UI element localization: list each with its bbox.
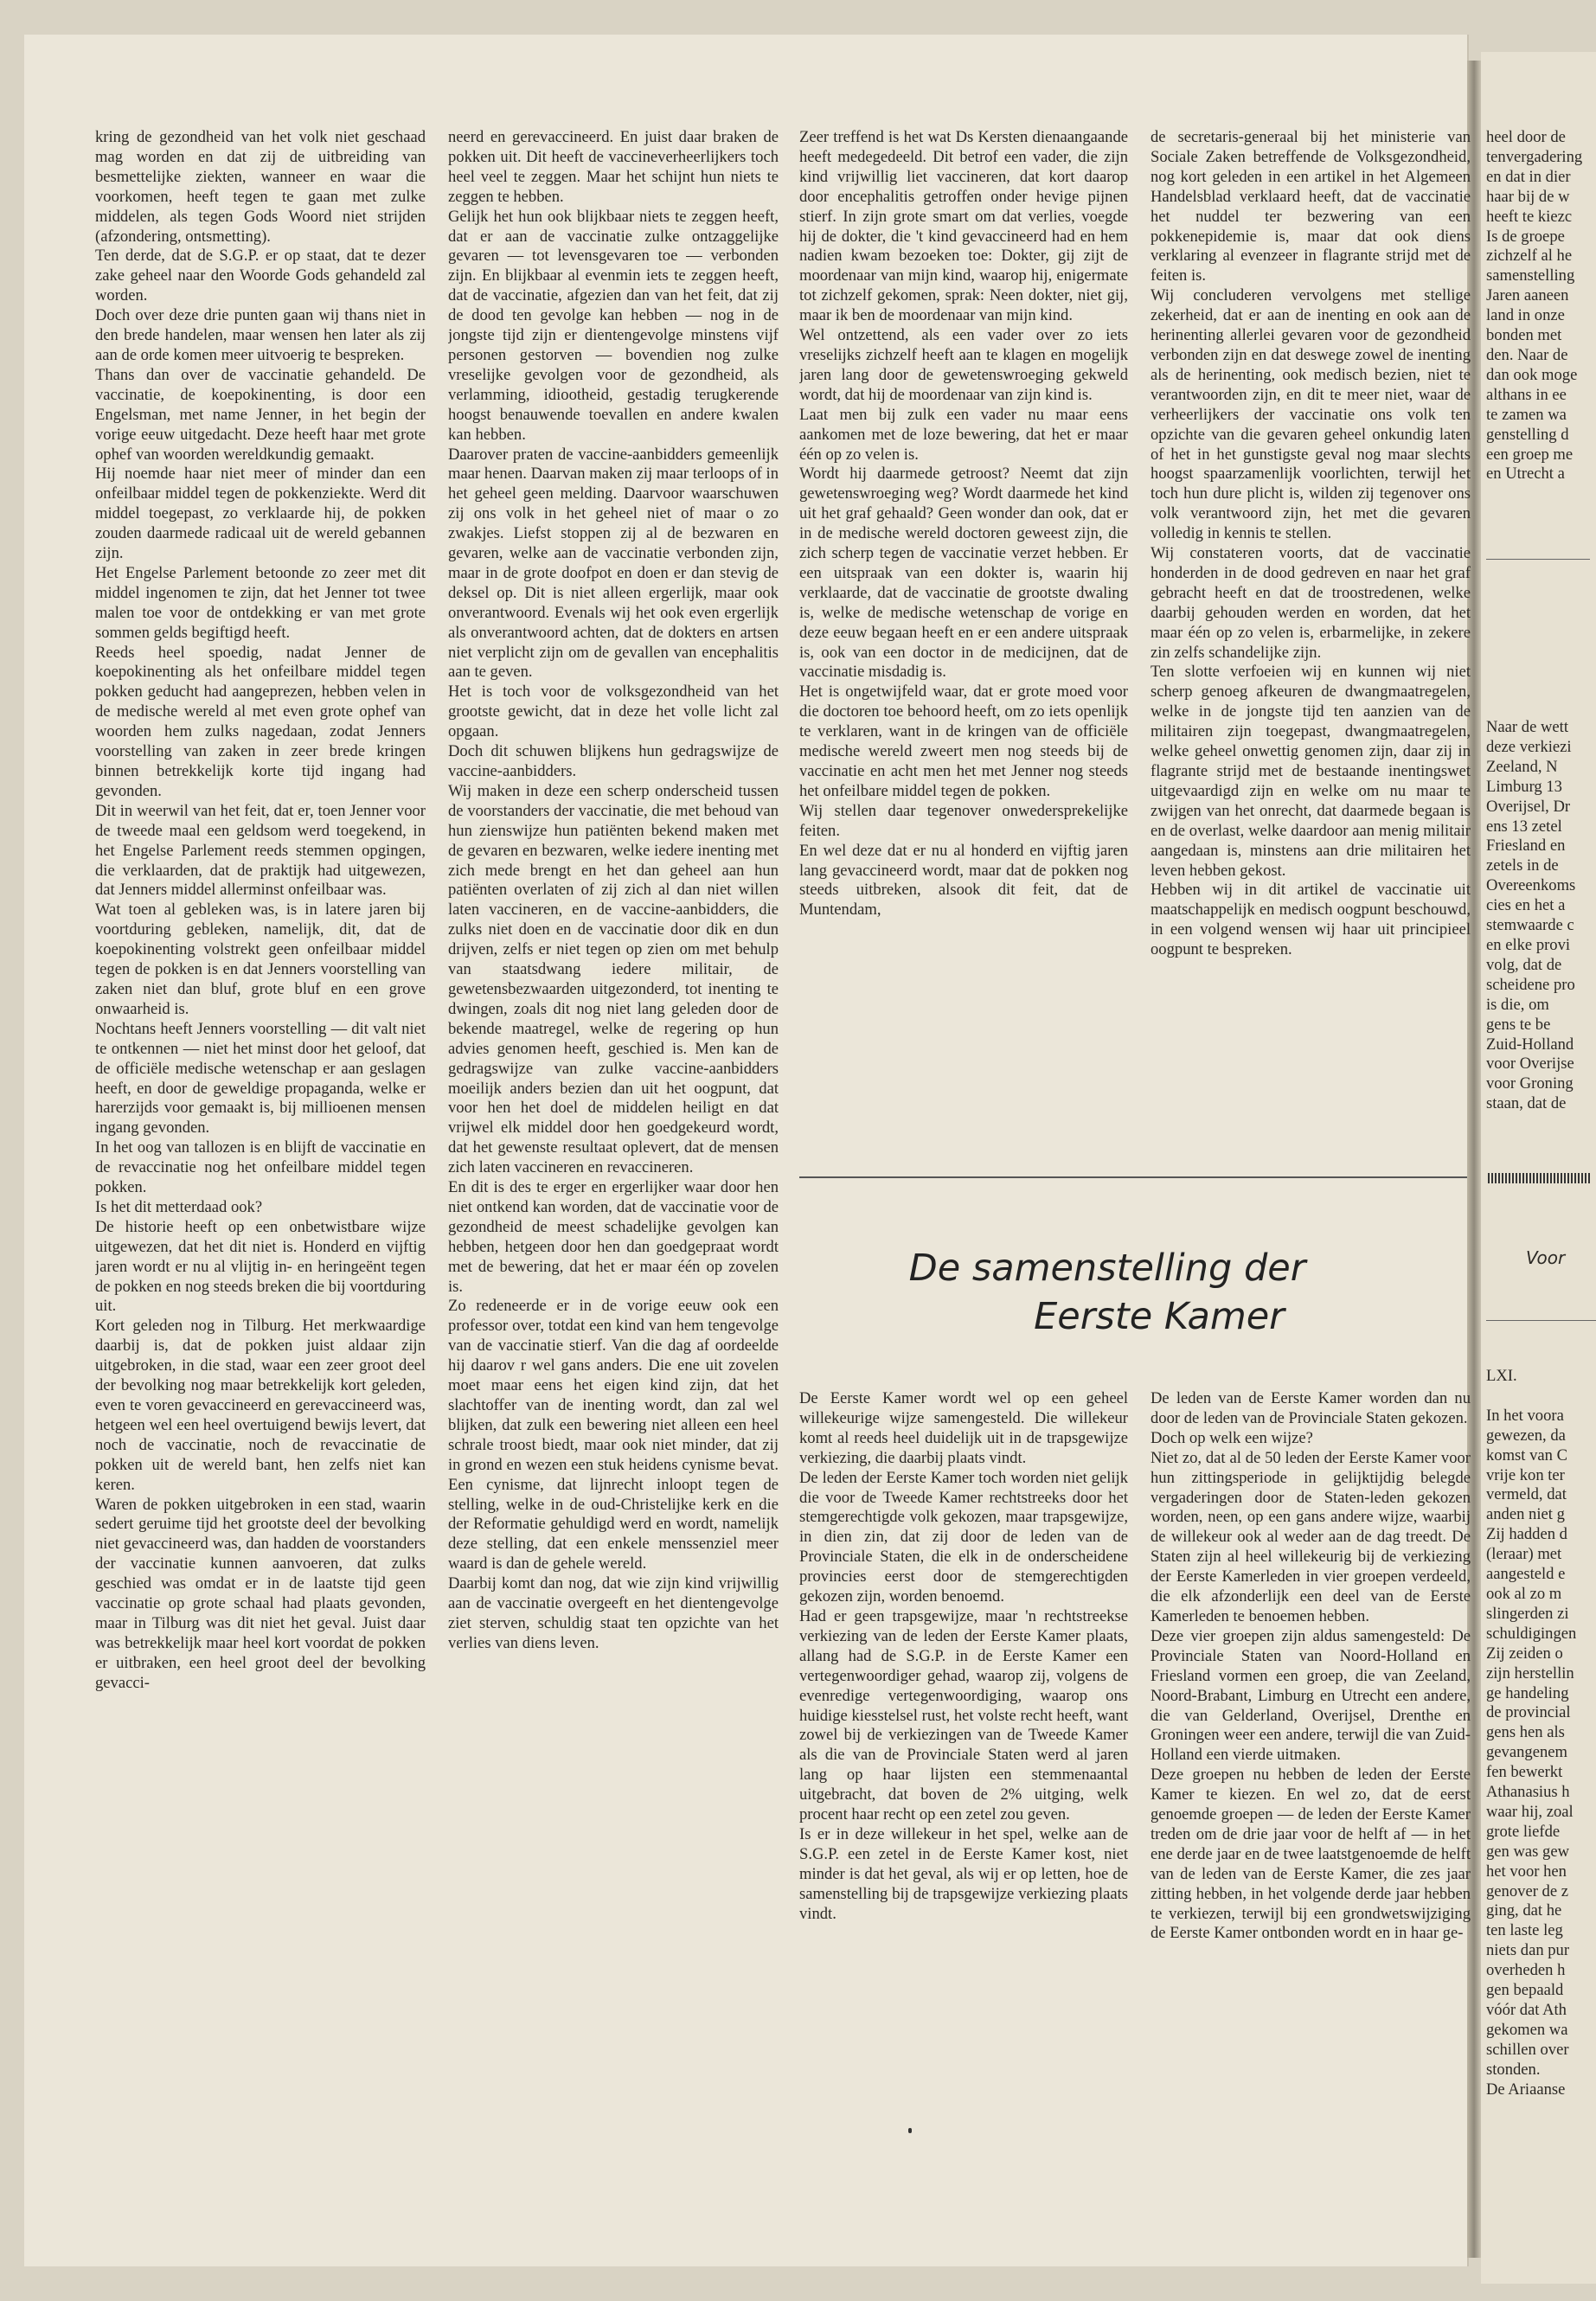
paragraph: Hij noemde haar niet meer of minder dan een onfeilbaar middel tegen de pokkenziekte. Werd dit middel toegepast, zo verklaarde hij, de pokken zouden daarmede radicaal uit de wereld gebannen zijn. xyxy=(95,465,426,563)
paragraph: te zamen wa xyxy=(1486,405,1567,424)
paragraph: Wij constateren voorts, dat de vaccinatie honderden in de dood gedreven en naar het graf gebracht heeft en dat de troostredenen, welke daarbij gehouden werden en worden, dat het maar één op zo velen is, erbarmelijke, in zekere zin zelfs schandelijke zijn. xyxy=(1151,544,1471,662)
paragraph: De Eerste Kamer wordt wel op een geheel willekeurige wijze samengesteld. Die willekeur komt al reeds heel duidelijk uit in de trapsgewijze verkiezing, die daarbij plaats vindt. xyxy=(799,1389,1128,1467)
paragraph: Zo redeneerde er in de vorige eeuw ook een professor over, totdat een kind van hem tengevolge van de vaccinatie stierf. Van die dag af oordeelde hij daarov r wel gans anders. Die ene uit zovelen moet maar eens het eigen kind zijn, dat het slachtoffer van de inenting wordt, dan zal wel blijken, dat zulk een bewering niet alleen een heel schrale troost biedt, maar ook niet minder, dat zij in grond en wezen een stuk heidens cynisme bevat. Een cynisme, dat lijnrecht inloopt tegen de stelling, welke in de oud-Christelijke kerk en die der Reformatie gehuldigd werd en wordt, namelijk deze stelling, dat een enkele menssenziel meer waard is dan de gehele wereld. xyxy=(448,1297,779,1574)
next-page-rule-2 xyxy=(1486,1320,1596,1321)
paragraph: cies en het a xyxy=(1486,896,1566,915)
paragraph: Wij concluderen vervolgens met stellige zekerheid, dat er aan de inenting en ook aan de herinenting allerlei gevaren voor de gezondheid verbonden zijn en dat deswege zowel de inenting als de herinenting, ook medisch bezien, niet te verantwoorden zijn, en dit te meer niet, waar de verheerlijkers der vaccinatie ons volk ten opzichte van die gevaren geheel onkundig laten of het in het gunstigste geval nog maar slechts hoogst spaarzamenlijk voorlichten, terwijl het toch hun dure plicht is, wilden zij tegenover ons volk verantwoord zijn, het met die gevaren volledig in kennis te stellen. xyxy=(1151,286,1471,543)
paragraph: Het is toch voor de volksgezondheid van het grootste gewicht, dat in deze het volle licht zal opgaan. xyxy=(448,683,779,741)
paragraph: En wel deze dat er nu al honderd en vijftig jaren lang gevaccineerd wordt, maar dat de pokken nog steeds uitbreken, alsook dit feit, dat de Muntendam, xyxy=(799,841,1128,920)
paragraph: Zeeland, N xyxy=(1486,757,1558,776)
paragraph: Is het dit metterdaad ook? xyxy=(95,1197,263,1216)
next-page-text-top xyxy=(1486,128,1596,484)
end-mark xyxy=(908,2128,912,2133)
paragraph: ook al zo m xyxy=(1486,1584,1562,1603)
paragraph: Is de groepe xyxy=(1486,227,1565,246)
paragraph: ging, dat he xyxy=(1486,1901,1562,1920)
paragraph: voor Groning xyxy=(1486,1074,1574,1093)
paragraph: en elke provi xyxy=(1486,935,1571,954)
paragraph: deze verkiezi xyxy=(1486,737,1572,756)
paragraph: Zuid-Holland xyxy=(1486,1035,1574,1054)
paragraph: En dit is des te erger en ergerlijker waar door hen niet ontkend kan worden, dat de vaccinatie voor de gezondheid de meest schadelijke gevolgen kan hebben, hetgeen door hen dan goedgepraat wordt met de bewering, dat het er maar één op zovelen is. xyxy=(448,1178,779,1296)
paragraph: den. Naar de xyxy=(1486,345,1568,364)
paragraph: zichzelf al he xyxy=(1486,247,1573,266)
paragraph: bonden met xyxy=(1486,326,1562,345)
paragraph: Wel ontzettend, als een vader over zo iets vreselijks zichzelf heeft aan te klagen en mogelijk jaren lang door de gewetenswroeging gekweld wordt, dat hij de moordenaar van zijn kind is. xyxy=(799,326,1128,404)
paragraph: volg, dat de xyxy=(1486,955,1562,974)
paragraph: het voor hen xyxy=(1486,1862,1567,1881)
paragraph: De Ariaanse xyxy=(1486,2080,1566,2099)
paragraph: Is er in deze willekeur in het spel, welke aan de S.G.P. een zetel in de Eerste Kamer kost, niet minder is dat het geval, als wij er op letten, hoe de samenstelling bij de trapsgewijze verkiezing plaats vindt. xyxy=(799,1824,1128,1923)
next-page-text-mid xyxy=(1486,718,1596,1114)
paragraph: gen was gew xyxy=(1486,1842,1570,1861)
paragraph: Wij maken in deze een scherp onderscheid tussen de voorstanders der vaccinatie, die met behoud van hun zienswijze hun patiënten bekend maken met de gevaren en bezwaren, welke iedere inenting met zich mede brengt en het dan geheel aan hun patiënten overlaten of zij zich al dan niet willen laten vaccineren, en de vaccine-aanbidders, die zulks niet doen en de vaccinatie door dik en dun drijven, zelfs er niet tegen op zien om met behulp van staatsdwang iedere militair, de gewetensbezwaarden uitgezonderd, tot inenting te dwingen, zoals dit nog niet lang geleden door de bekende maatregel, welke de regering op hun advies genomen heeft, geschied is. Men kan de gedragswijze van zulke vaccine-aanbidders moeilijk anders bezien dan uit het oogpunt, dat voor hen het doel de middelen heiligt en dat vrijwel elk middel door hen goedgekeurd wordt, dat het gewenste resultaat oplevert, dat de mensen zich laten vaccineren en revaccineren. xyxy=(448,781,779,1177)
next-page-rule xyxy=(1486,559,1590,560)
paragraph: is die, om xyxy=(1486,995,1549,1014)
paragraph: Deze groepen nu hebben de leden der Eerste Kamer te kiezen. En wel zo, dat de eerst genoemde groepen — de leden der Eerste Kamer treden om de drie jaar voor de helft af — in het ene derde jaar en de twee laatstgenoemde de helft van de leden van de Eerste Kamer, die zes jaar zitting hebben, in het volgende derde jaar hebben te verkiezen, terwijl bij een grondwetswijziging de Eerste Kamer ontbonden wordt en in haar ge- xyxy=(1151,1766,1471,1943)
paragraph: de provincial xyxy=(1486,1703,1571,1722)
column-eerste-kamer-2 xyxy=(1151,1389,1471,2142)
paragraph: aangesteld e xyxy=(1486,1565,1566,1584)
paragraph: zijn herstellin xyxy=(1486,1663,1574,1682)
paragraph: gevangenem xyxy=(1486,1743,1567,1762)
paragraph: Friesland en xyxy=(1486,836,1566,856)
paragraph: de secretaris-generaal bij het ministerie van Sociale Zaken betreffende de Volksgezondheid, nog kort geleden in een artikel in het Algemeen Handelsblad verklaard heeft, dat de vaccinatie het nuddel ter bezwering van een pokkenepidemie is, maar dat ook diens verklaring al evenzeer in flagrante strijd met de feiten is. xyxy=(1151,128,1471,285)
paragraph: dan ook moge xyxy=(1486,365,1578,384)
headline-line-1: De samenstelling der xyxy=(908,1247,1306,1290)
paragraph: Nochtans heeft Jenners voorstelling — dit valt niet te ontkennen — niet het minst door het geloof, dat de officiële medische wetenschap er aan geslagen heeft, en door de geweldige propaganda, welke er harerzijds voor gemaakt is, bij millioenen mensen ingang gevonden. xyxy=(95,1019,426,1138)
paragraph: Wordt hij daarmede getroost? Neemt dat zijn gewetenswroeging weg? Wordt daarmede het kind uit het graf gehaald? Geen wonder dan ook, dat er in de medische wereld doctoren geweest zijn, die zich scherp tegen de vaccinatie verzet hebben. Er een uitspraak van een dokter is, waarin hij verklaarde, dat de vaccinatie de grootste dwaling is, welke de medische wetenschap de vorige en deze eeuw begaan heeft en er een andere uitspraak is, ook van een doctor in de medicijnen, dat de vaccinatie misdadig is. xyxy=(799,465,1128,682)
paragraph: schillen over xyxy=(1486,2040,1569,2059)
paragraph: genover de z xyxy=(1486,1881,1568,1900)
paragraph: gens te be xyxy=(1486,1015,1551,1034)
next-page-text-bottom xyxy=(1486,1367,1596,2100)
next-page-label: Voor xyxy=(1526,1247,1566,1268)
paragraph: scheidene pro xyxy=(1486,975,1575,994)
paragraph: In het voora xyxy=(1486,1406,1564,1425)
paragraph: Overeenkoms xyxy=(1486,876,1576,895)
section-divider xyxy=(799,1176,1467,1178)
paragraph: Limburg 13 xyxy=(1486,777,1562,796)
paragraph: stonden. xyxy=(1486,2060,1541,2079)
paragraph: gen bepaald xyxy=(1486,1981,1564,2000)
column-vaccination-2 xyxy=(448,128,779,2144)
paragraph xyxy=(1486,1387,1596,1407)
paragraph: Zeer treffend is het wat Ds Kersten dienaangaande heeft medegedeeld. Dit betrof een vader, die zijn kind vrijwillig liet vaccineren, dat kort daarop door encephalitis getroffen onder hevige pijnen stierf. In zijn grote smart om dat verlies, voegde hij de dokter, die 't kind gevaccineerd had en hem nadien kwam bezoeken toe: Dokter, gij zijt de moordenaar van mijn kind, waarop hij, enigermate tot zichzelf gekomen, sprak: Neen dokter, niet gij, maar ik ben de moordenaar van mijn kind. xyxy=(799,128,1128,325)
paragraph: De historie heeft op een onbetwistbare wijze uitgewezen, dat het dit niet is. Honderd en vijftig jaren wordt er nu al vlijtig in- en heringeënt tegen de pokken en nog steeds breken die bij voortduring uit. xyxy=(95,1217,426,1316)
paragraph: haar bij de w xyxy=(1486,187,1570,206)
paragraph: overheden h xyxy=(1486,1961,1566,1980)
paragraph: fen bewerkt xyxy=(1486,1763,1563,1782)
column-vaccination-3 xyxy=(799,128,1128,1144)
paragraph: gens hen als xyxy=(1486,1723,1565,1742)
paragraph: anden niet g xyxy=(1486,1505,1565,1524)
paragraph: schuldigingen xyxy=(1486,1624,1577,1643)
paragraph: Zij zeiden o xyxy=(1486,1644,1563,1663)
paragraph: samenstelling xyxy=(1486,266,1575,285)
paragraph: komst van C xyxy=(1486,1445,1568,1465)
paragraph: gekomen wa xyxy=(1486,2020,1568,2039)
paragraph: Wat toen al gebleken was, is in latere jaren bij voortduring gebleken, namelijk, dit, dat de koepokinenting volstrekt geen onfeilbaar middel tegen de pokken is en dat Jenners voorstelling van zaken niet dan bluf, grote bluf en een grove onwaarheid is. xyxy=(95,901,426,1018)
paragraph: Thans dan over de vaccinatie gehandeld. De vaccinatie, de koepokinenting, is door een Engelsman, met name Jenner, in het begin der vorige eeuw uitgedacht. Deze heeft haar met grote ophef van woorden wereldkundig gemaakt. xyxy=(95,365,426,464)
paragraph: staan, dat de xyxy=(1486,1094,1567,1113)
paragraph: een groep me xyxy=(1486,445,1574,464)
paragraph: De leden van de Eerste Kamer worden dan nu door de leden van de Provinciale Staten gekozen. xyxy=(1151,1389,1471,1427)
paragraph: althans in ee xyxy=(1486,385,1567,404)
paragraph: neerd en gerevaccineerd. En juist daar braken de pokken uit. Dit heeft de vaccineverheerlijkers toch heel veel te zeggen. Maar het schijnt hun niets te zeggen te hebben. xyxy=(448,128,779,206)
paragraph: Wij stellen daar tegenover onwedersprekelijke feiten. xyxy=(799,801,1128,840)
paragraph: ten laste leg xyxy=(1486,1921,1563,1940)
paragraph: Reeds heel spoedig, nadat Jenner de koepokinenting als het onfeilbare middel tegen pokken geducht had aangeprezen, hebben velen in de medische wereld al met even grote ophef van woorden hem zulks nagedaan, zodat Jenners voorstelling van zaken in zeer brede kringen binnen betrekkelijk korte tijd ingang had gevonden. xyxy=(95,643,426,800)
paragraph: Athanasius h xyxy=(1486,1783,1570,1802)
paragraph: Hebben wij in dit artikel de vaccinatie uit maatschappelijk en medisch oogpunt beschouwd, in een volgend wensen wij haar uit principieel oogpunt te bespreken. xyxy=(1151,881,1471,959)
next-page-strip xyxy=(1481,52,1596,2284)
paragraph: ge handeling xyxy=(1486,1683,1569,1702)
paragraph: gewezen, da xyxy=(1486,1426,1566,1445)
paragraph: genstelling d xyxy=(1486,425,1569,444)
paragraph: kring de gezondheid van het volk niet geschaad mag worden en dat zij de uitbreiding van besmettelijke ziekten, wanneer en waar die voorkomen, heeft tegen te gaan met zulke middelen, als tegen Gods Woord niet strijden (afzondering, ontsmetting). xyxy=(95,128,426,246)
paragraph: Ten slotte verfoeien wij en kunnen wij niet scherp genoeg afkeuren de dwangmaatregelen, welke in de jongste tijd ten aanzien van de militairen zijn toegepast, dwangmaatregelen, welke geheel onwettig genomen zijn, daar zij in flagrante strijd met de bestaande inentingswet uitgevaardigd zijn en welke om nu maar te zwijgen van het onrecht, dat daarmede begaan is en de overlast, welke daardoor aan menig militair aangedaan is, minstens aan drie militairen het leven hebben gekost. xyxy=(1151,663,1471,880)
paragraph: Het is ongetwijfeld waar, dat er grote moed voor die doctoren toe behoord heeft, om zo iets openlijk te verklaren, want in de kringen van de officiële medische wereld zweert men nog steeds bij de vaccinatie en acht men het met Jenner nog steeds het onfeilbare middel tegen de pokken. xyxy=(799,683,1128,800)
paragraph: tenvergadering xyxy=(1486,147,1583,166)
paragraph: In het oog van tallozen is en blijft de vaccinatie en de revaccinatie nog het onfeilbare middel tegen pokken. xyxy=(95,1138,426,1197)
paragraph: Daarbij komt dan nog, dat wie zijn kind vrijwillig aan de vaccinatie overgeeft en het dientengevolge ziet sterven, schuldig staat ten opzichte van het verlies van diens leven. xyxy=(448,1574,779,1652)
paragraph: slingerden zi xyxy=(1486,1604,1569,1623)
paragraph: (leraar) met xyxy=(1486,1545,1562,1564)
paragraph: vrije kon ter xyxy=(1486,1465,1565,1484)
article-headline xyxy=(865,1244,1349,1341)
paragraph: ens 13 zetel xyxy=(1486,817,1562,836)
column-vaccination-1 xyxy=(95,128,426,2144)
paragraph: en dat in dier xyxy=(1486,167,1571,186)
paragraph: stemwaarde c xyxy=(1486,916,1574,935)
paragraph: Doch op welk een wijze? xyxy=(1151,1428,1313,1447)
paragraph: niets dan pur xyxy=(1486,1941,1570,1960)
paragraph: heeft te kiezc xyxy=(1486,207,1573,226)
paragraph: heel door de xyxy=(1486,128,1566,146)
paragraph: en Utrecht a xyxy=(1486,465,1565,484)
paragraph: Naar de wett xyxy=(1486,718,1568,736)
paragraph: Zij hadden d xyxy=(1486,1525,1567,1544)
column-vaccination-4 xyxy=(1151,128,1471,1144)
paragraph: Waren de pokken uitgebroken in een stad, waarin sedert geruime tijd het grootste deel der bevolking niet gevaccineerd was, dan hadden de voorstanders der vaccinatie kunnen aanvoeren, dat zulks geschied was omdat er in de laatste tijd geen vaccinatie op grote schaal had plaats gevonden, maar in Tilburg was dit niet het geval. Juist daar was betrekkelijk maar heel kort voordat de pokken er uitbraken, een heel groot deel der bevolking gevacci- xyxy=(95,1495,426,1692)
paragraph: Deze vier groepen zijn aldus samengesteld: De Provinciale Staten van Noord-Holland en Friesland vormen een groep, die van Zeeland, Noord-Brabant, Limburg en Utrecht een andere, die van Gelderland, Overijsel, Drenthe en Groningen weer een andere, terwijl die van Zuid-Holland een vierde uitmaken. xyxy=(1151,1626,1471,1765)
paragraph: Jaren aaneen xyxy=(1486,286,1569,305)
paragraph: Gelijk het hun ook blijkbaar niets te zeggen heeft, dat er aan de vaccinatie zulke ontzaggelijke gevaren — tot levensgevaren toe — verbonden zijn. En blijkbaar al evenmin iets te zeggen heeft, dat de vaccinatie, afgezien dan van het feit, dat zij de dood ten gevolge kan hebben — nog in de jongste tijd zijn er dientengevolge minstens vijf personen gestorven — bovendien nog zulke vreselijke gevolgen voor de gezondheid, als verlamming, idiootheid, gestadig terugkerende hoogst benauwende toevallen en andere kwalen kan hebben. xyxy=(448,207,779,444)
decorative-bar xyxy=(1488,1173,1592,1183)
paragraph: zetels in de xyxy=(1486,856,1559,875)
paragraph: Kort geleden nog in Tilburg. Het merkwaardige daarbij is, dat de pokken juist aldaar zijn uitgebroken, in die stad, waar een zeer groot deel der bevolking nog maar betrekkelijk kort geleden, even te voren gevaccineerd en gerevaccineerd was, hetgeen wel een heel overtuigend bewijs levert, dat noch de vaccinatie, noch de revaccinatie de pokken uit de wereld bant, hen zelfs niet kan keren. xyxy=(95,1317,426,1494)
paragraph: Overijsel, Dr xyxy=(1486,797,1571,816)
paragraph: land in onze xyxy=(1486,306,1565,325)
paragraph: grote liefde xyxy=(1486,1822,1561,1841)
headline-line-2: Eerste Kamer xyxy=(1034,1295,1285,1338)
paragraph: Dit in weerwil van het feit, dat er, toen Jenner voor de tweede maal een geldsom werd toegekend, in het Engelse Parlement reeds stemmen opgingen, die verklaarden, dat de praktijk had uitgewezen, dat Jenners middel allerminst onfeilbaar was. xyxy=(95,801,426,900)
paragraph: Daarover praten de vaccine-aanbidders gemeenlijk maar henen. Daarvan maken zij maar terloops of in het geheel geen melding. Daarvoor waarschuwen zij ons volk in het geheel niet of maar o zo zwakjes. Liefst stoppen zij al de bezwaren en gevaren, welke aan de vaccinatie verbonden zijn, maar in de grote doofpot en doen er dan stevig de deksel op. Dit is niet alleen ergerlijk, maar ook onverantwoord. Evenals wij het ook even ergerlijk als onverantwoord achten, dat de dokters en artsen niet verplicht zijn om de gevallen van encephalitis aan te geven. xyxy=(448,445,779,682)
paragraph: vermeld, dat xyxy=(1486,1485,1567,1504)
paragraph: Het Engelse Parlement betoonde zo zeer met dit middel ingenomen te zijn, dat het Jenner tot twee malen toe voor de ontdekking er van met grote sommen gelds begiftigd heeft. xyxy=(95,563,426,642)
paragraph: voor Overijse xyxy=(1486,1054,1574,1074)
paragraph: Niet zo, dat al de 50 leden der Eerste Kamer voor hun zittingsperiode in gelijktijdig belegde vergaderingen door de Staten-leden gekozen worden, neen, op een gans andere wijze, waarbij de willekeur ook al weder aan de dag treedt. De Staten zijn al heel willekeurig bij de verkiezing der Eerste Kamerleden in vier groepen verdeeld, die elk afzonderlijk een deel van de Eerste Kamerleden te benoemen hebben. xyxy=(1151,1448,1471,1625)
paragraph: LXI. xyxy=(1486,1367,1517,1385)
paragraph: Had er geen trapsgewijze, maar 'n rechtstreekse verkiezing van de leden der Eerste Kamer plaats, allang had de S.G.P. in de Eerste Kamer een vertegenwoordiger gehad, waarop zij, volgens de evenredige vertegenwoordiging, waarop ons huidige kiesstelsel rust, het volste recht heeft, want zowel bij de verkiezingen van de Tweede Kamer als die van de Provinciale Staten werd al jaren lang op haar lijsten een stemmenaantal uitgebracht, dat boven de 2% uitging, welk procent haar recht op een zetel zou geven. xyxy=(799,1606,1128,1824)
paragraph: De leden der Eerste Kamer toch worden niet gelijk die voor de Tweede Kamer rechtstreeks door het stemgerechtigde volk gekozen, maar trapsgewijze, in dien zin, dat zij door de leden van de Provinciale Staten, die elk in de onderscheidene provincies eerst door de stemgerechtigden gekozen zijn, worden benoemd. xyxy=(799,1468,1128,1606)
column-eerste-kamer-1 xyxy=(799,1389,1128,2081)
paragraph: Laat men bij zulk een vader nu maar eens aankomen met de loze bewering, dat het er maar één op zo velen is. xyxy=(799,405,1128,464)
paragraph: vóór dat Ath xyxy=(1486,2001,1567,2019)
paragraph: waar hij, zoal xyxy=(1486,1802,1574,1821)
paragraph: Doch over deze drie punten gaan wij thans niet in den brede handelen, maar wensen hen later als zij aan de orde komen meer uitvoerig te bespreken. xyxy=(95,306,426,364)
paragraph: Doch dit schuwen blijkens hun gedragswijze de vaccine-aanbidders. xyxy=(448,742,779,780)
paragraph: Ten derde, dat de S.G.P. er op staat, dat te dezer zake geheel naar den Woorde Gods gehandeld zal worden. xyxy=(95,247,426,305)
